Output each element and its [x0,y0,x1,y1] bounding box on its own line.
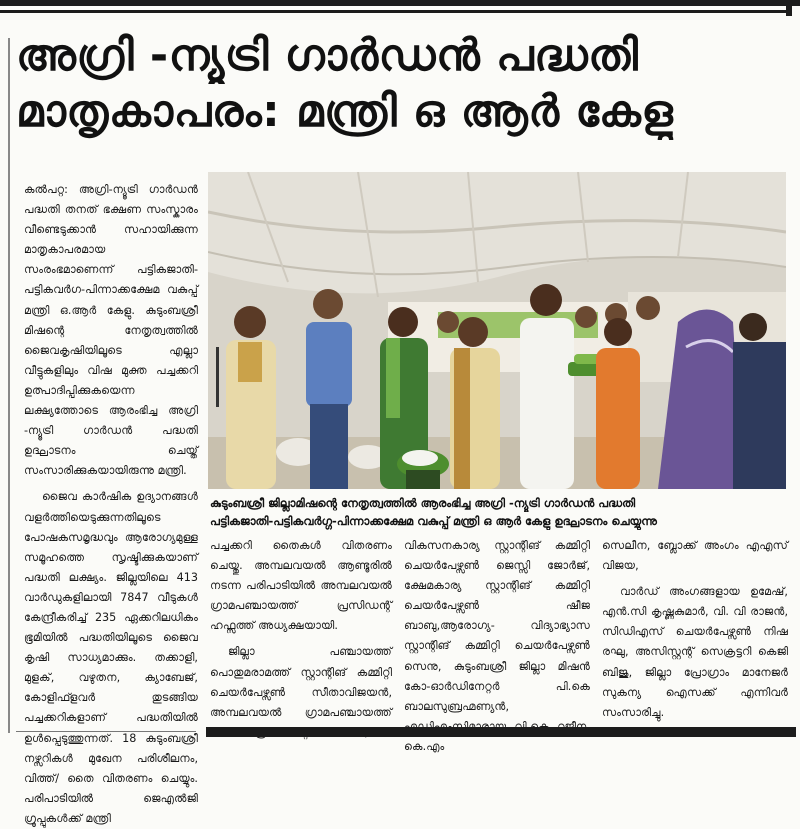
paragraph: പച്ചക്കറി തൈകൾ വിതരണം ചെയ്തു. അമ്പലവയൽ ആണ്ടൂരിൽ നടന്ന പരിപാടിയിൽ അമ്പലവയൽ ഗ്രാമപഞ്ചായത്ത് പ്രസിഡന്റ് ഹഫ്സത്ത് അധ്യക്ഷയായി. [210,539,392,633]
body-column-a [210,536,392,743]
paragraph: സെലീന, ബ്ലോക്ക് അംഗം എഎസ് വിജയ, [602,539,788,573]
body-column-b [404,536,590,757]
caption-line-1: കുടുംബശ്രീ ജില്ലാമിഷന്റെ നേതൃത്വത്തിൽ ആരംഭിച്ച അഗ്രി -ന്യൂട്രി ഗാർഡൻ പദ്ധതി [210,496,636,510]
paragraph: വികസനകാര്യ സ്റ്റാന്റിങ് കമ്മിറ്റി ചെയർപേഴ്സൺ ജെസ്സി ജോർജ്, ക്ഷേമകാര്യ സ്റ്റാന്റിങ് കമ്മിറ്റി ചെയർപേഴ്സൺ ഷീജ ബാബു,ആരോഗ്യ- വിദ്യാഭ്യാസ സ്റ്റാന്റിങ് കമ്മിറ്റി ചെയർപേഴ്സൺ സെനു, കുടുംബശ്രീ ജില്ലാ മിഷൻ കോ-ഓർഡിനേറ്റർ പി.കെ ബാലസുബ്രഹ്മണ്യൻ, കെ.എം [404,539,590,753]
article-headline [16,28,792,140]
paragraph: ജില്ലാ പഞ്ചായത്ത് പൊതുമരാമത്ത് സ്റ്റാന്റിങ് കമ്മിറ്റി ചെയർപേഴ്സൺ സീതാവിജയൻ, അമ്പലവയൽ ഗ്രാമപഞ്ചായത്ത് [210,645,392,719]
photo-illustration [208,172,786,489]
paragraph: കൽപറ്റ: അഗ്രി-ന്യൂട്രി ഗാർഡൻ പദ്ധതി തനത് ഭക്ഷണ സംസ്കാരം വീണ്ടെടുക്കാൻ സഹായിക്കുന്ന മാതൃകാപരമായ സംരംഭമാണെന്ന് പട്ടികജാതി-പട്ടികവർഗ-പിന്നാക്കക്ഷേമ വകുപ്പ് മന്ത്രി ഒ.ആർ കേളു. കുടുംബശ്രീ മിഷന്റെ നേതൃത്വത്തിൽ ജൈവകൃഷിയിലൂടെ എല്ലാ വീട്ടുകളിലും വിഷ മുക്ത പച്ചക്കറി ഉത്പാദിപ്പിക്കുകയെന്ന ലക്ഷ്യത്തോടെ ആരംഭിച്ച അഗ്രി -ന്യൂട്രി ഗാർഡൻ പദ്ധതി ഉദ്ഘാടനം ചെയ്ത് സംസാരിക്കുകയായിരുന്നു മന്ത്രി. [24,183,198,478]
photo-caption [210,494,788,530]
paragraph: വാർഡ് അംഗങ്ങളായ ഉമേഷ്, എൻ.സി കൃഷ്ണകുമാർ, വി. വി രാജൻ, സിഡിഎസ് ചെയർപേഴ്സൺ നിഷ രഘു, അസിസ്റ്റന്റ് സെക്രട്ടറി കെജി ബിജു, ജില്ലാ പ്രോഗ്രാം മാനേജർ സുകന്യ ഐസക്ക് എന്നിവർ സംസാരിച്ചു. [602,585,788,719]
bottom-border [206,727,796,737]
bottom-divider [16,731,196,732]
paragraph: ജൈവ കാർഷിക ഉദ്യാനങ്ങൾ വളർത്തിയെടുക്കുന്നതിലൂടെ പോഷകസമൃദ്ധവും ആരോഗ്യമുള്ള സമൂഹത്തെ സൃഷ്ടിക്കുകയാണ് പദ്ധതി ലക്ഷ്യം. ജില്ലയിലെ 413 വാർഡുകളിലായി 7847 വീടുകൾ കേന്ദ്രീകരിച്ച് 235 ഏക്കറിലധികം ഭൂമിയിൽ പദ്ധതിയിലൂടെ ജൈവ കൃഷി സാധ്യമാക്കും. തക്കാളി, മുളക്, വഴുതന, ക്യാബേജ്, കോളിഫ്ളവർ തുടങ്ങിയ പച്ചക്കറികളാണ് പദ്ധതിയിൽ ഉൾപ്പെടുത്തുന്നത്. 18 കുടുംബശ്രീ നഴ്സറികൾ മുഖേന പരിശീലനം, വിത്ത്/ തൈ വിതരണം ചെയ്യും. പരിപാടിയിൽ ജെഎൽജി ഗ്രൂപ്പുകൾക്ക് മന്ത്രി [24,490,198,825]
headline-line-2: മാതൃകാപരം: മന്ത്രി ഒ ആർ കേളു [16,86,674,137]
top-border-corner [786,0,792,16]
caption-line-2: പട്ടികജാതി-പട്ടികവർഗ്ഗ-പിന്നാക്കക്ഷേമ വകുപ്പ് മന്ത്രി ഒ ആർ കേളു ഉദ്ഘാടനം ചെയ്യുന്നു [210,514,657,528]
headline-line-1: അഗ്രി -ന്യൂട്രി ഗാർഡൻ പദ്ധതി [16,30,639,81]
top-border-thin [0,10,790,13]
top-border [0,0,800,6]
event-photo [208,172,786,489]
body-column-c [602,536,788,723]
column-divider [8,38,10,733]
